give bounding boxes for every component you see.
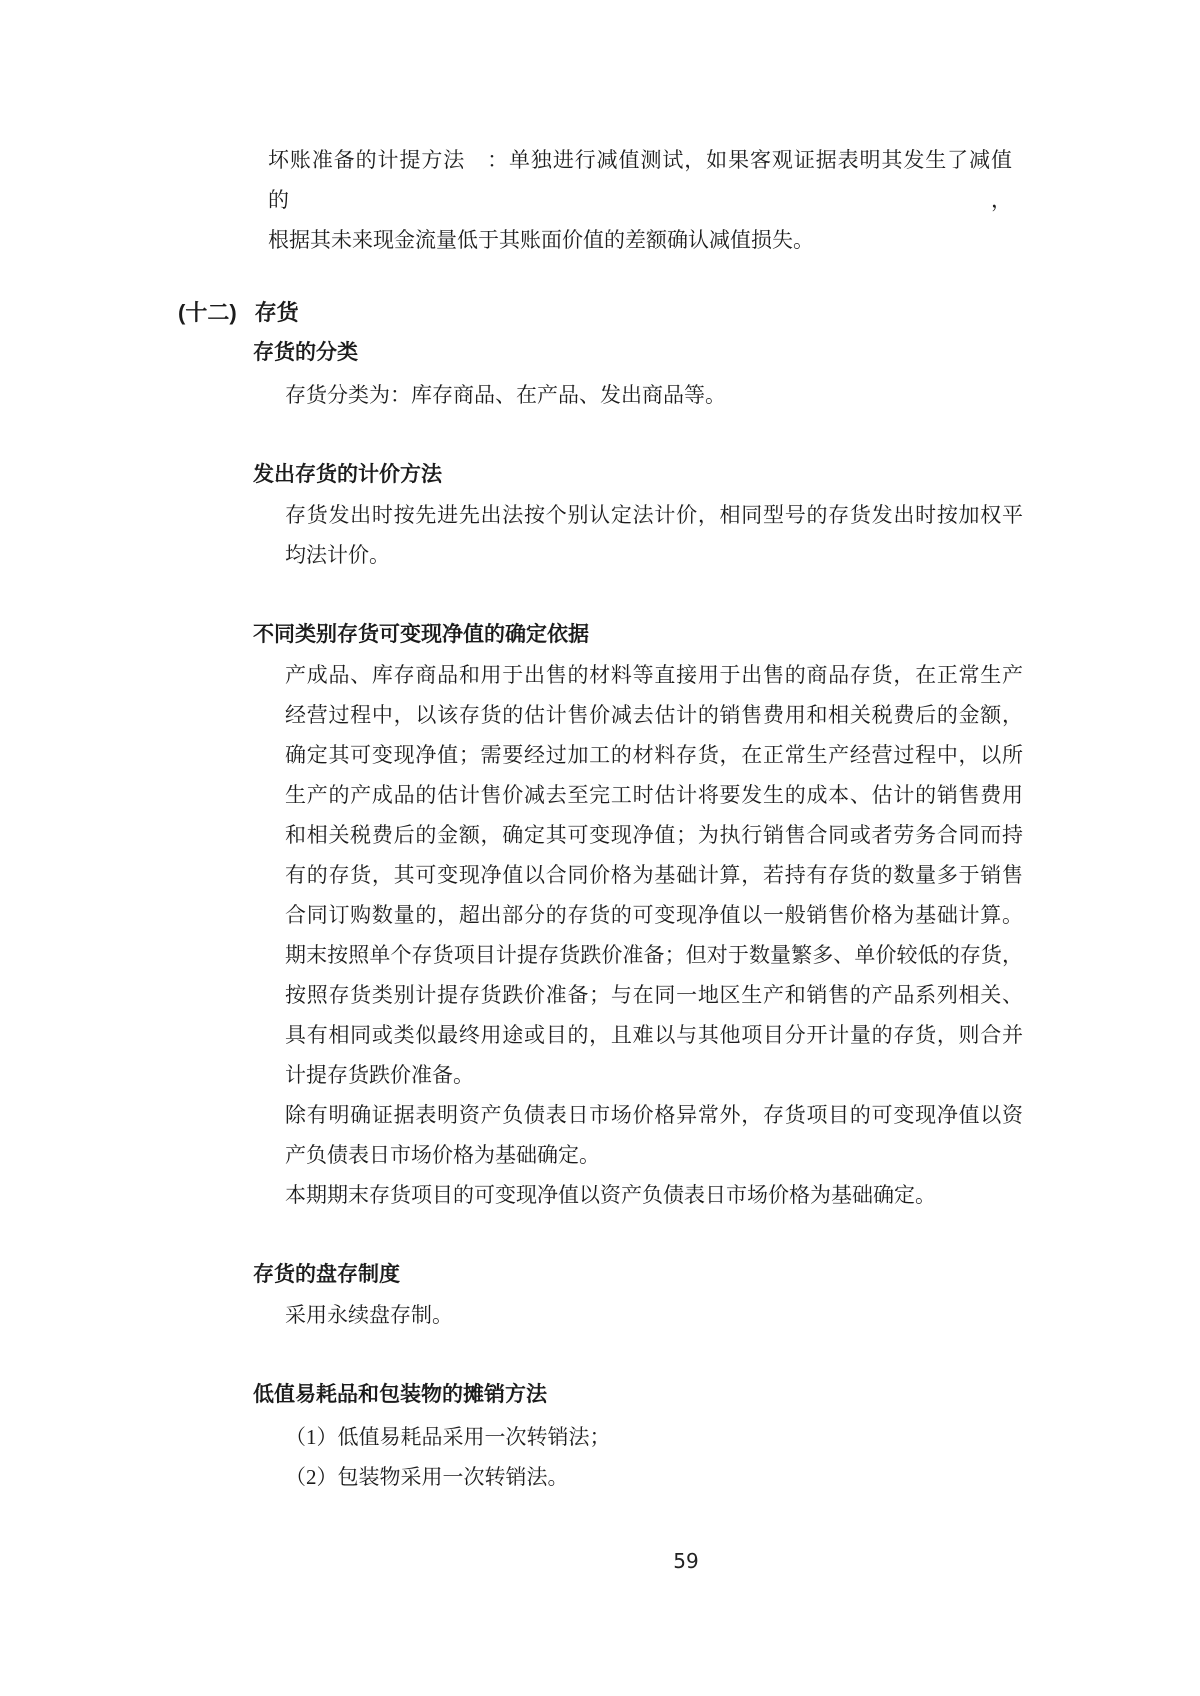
paragraph-line: 确定其可变现净值；需要经过加工的材料存货，在正常生产经营过程中，以所 — [285, 743, 1023, 767]
paragraph-line: 计提存货跌价准备。 — [285, 1063, 474, 1087]
paragraph-line: 坏账准备的计提方法 ：单独进行减值测试，如果客观证据表明其发生了减值的， — [268, 148, 1012, 212]
paragraph-inventory-classification — [285, 375, 1025, 415]
list-item: （2）包装物采用一次转销法。 — [285, 1465, 569, 1489]
paragraph-line: 生产的产成品的估计售价减去至完工时估计将要发生的成本、估计的销售费用 — [285, 783, 1023, 807]
paragraph-line: 产成品、库存商品和用于出售的材料等直接用于出售的商品存货，在正常生产 — [285, 663, 1023, 687]
paragraph-line: 均法计价。 — [285, 543, 390, 567]
paragraph-line: 按照存货类别计提存货跌价准备；与在同一地区生产和销售的产品系列相关、 — [285, 983, 1023, 1007]
paragraph-line: 本期期末存货项目的可变现净值以资产负债表日市场价格为基础确定。 — [285, 1183, 936, 1207]
paragraph-line: 根据其未来现金流量低于其账面价值的差额确认减值损失。 — [268, 228, 814, 252]
paragraph-line: 具有相同或类似最终用途或目的，且难以与其他项目分开计量的存货，则合并 — [285, 1023, 1023, 1047]
paragraph-bad-debt-provision — [268, 140, 1012, 260]
paragraph-line: 采用永续盘存制。 — [285, 1303, 453, 1327]
subsection-heading-net-realizable-value-basis: 不同类别存货可变现净值的确定依据 — [253, 623, 589, 646]
paragraph-amortization-items — [285, 1417, 1025, 1497]
paragraph-line: 合同订购数量的，超出部分的存货的可变现净值以一般销售价格为基础计算。 — [285, 903, 1023, 927]
paragraph-line: 期末按照单个存货项目计提存货跌价准备；但对于数量繁多、单价较低的存货， — [285, 943, 1023, 967]
paragraph-line: 有的存货，其可变现净值以合同价格为基础计算，若持有存货的数量多于销售 — [285, 863, 1023, 887]
section-index-label: (十二) — [178, 300, 237, 325]
section-title: 存货 — [254, 300, 299, 325]
paragraph-line: 除有明确证据表明资产负债表日市场价格异常外，存货项目的可变现净值以资 — [285, 1103, 1023, 1127]
subsection-heading-issued-inventory-valuation: 发出存货的计价方法 — [253, 463, 442, 486]
paragraph-line: 和相关税费后的金额，确定其可变现净值；为执行销售合同或者劳务合同而持 — [285, 823, 1023, 847]
paragraph-line: 经营过程中，以该存货的估计售价减去估计的销售费用和相关税费后的金额， — [285, 703, 1023, 727]
paragraph-line: 产负债表日市场价格为基础确定。 — [285, 1143, 600, 1167]
paragraph-line: 存货发出时按先进先出法按个别认定法计价，相同型号的存货发出时按加权平 — [285, 503, 1023, 527]
subsection-heading-inventory-count-system: 存货的盘存制度 — [253, 1263, 400, 1286]
subsection-heading-inventory-classification: 存货的分类 — [253, 341, 358, 364]
page-number: 59 — [673, 1549, 699, 1573]
paragraph-line: 存货分类为：库存商品、在产品、发出商品等。 — [285, 383, 726, 407]
section-heading-inventory — [178, 293, 299, 333]
paragraph-issued-inventory-valuation — [285, 495, 1023, 575]
list-item: （1）低值易耗品采用一次转销法； — [285, 1425, 611, 1449]
subsection-heading-low-value-consumables-amortization: 低值易耗品和包装物的摊销方法 — [253, 1383, 547, 1406]
paragraph-net-realizable-value — [285, 655, 1023, 1215]
paragraph-inventory-count-system — [285, 1295, 1025, 1335]
